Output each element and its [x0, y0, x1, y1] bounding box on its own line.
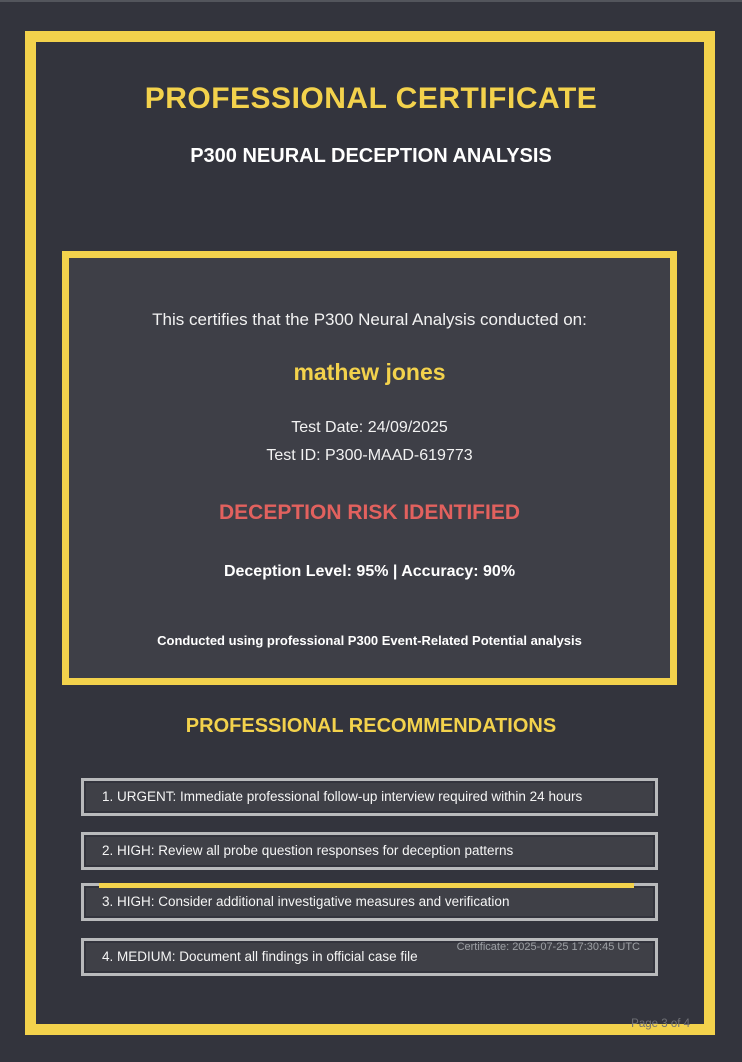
recommendations-heading: PROFESSIONAL RECOMMENDATIONS — [185, 715, 557, 737]
deception-metrics: Deception Level: 95% | Accuracy: 90% — [223, 563, 516, 580]
recommendation-item: 2. HIGH: Review all probe question responses for deception patterns — [81, 832, 658, 870]
certificate-timestamp: Certificate: 2025-07-25 17:30:45 UTC — [456, 941, 640, 953]
recommendation-item: 3. HIGH: Consider additional investigative measures and verification — [81, 883, 658, 921]
page-title: PROFESSIONAL CERTIFICATE — [144, 82, 598, 115]
yellow-accent-strip — [99, 883, 634, 888]
certificate-panel — [62, 251, 677, 685]
page-subtitle: P300 NEURAL DECEPTION ANALYSIS — [190, 145, 552, 167]
test-date: Test Date: 24/09/2025 — [291, 419, 448, 436]
page-indicator: Page 3 of 4 — [631, 1018, 690, 1030]
risk-heading: DECEPTION RISK IDENTIFIED — [218, 501, 521, 524]
recommendation-item: 1. URGENT: Immediate professional follow-up interview required within 24 hours — [81, 778, 658, 816]
method-note: Conducted using professional P300 Event-Related Potential analysis — [157, 633, 582, 648]
recommendation-item: 4. MEDIUM: Document all findings in official case file — [81, 938, 658, 976]
top-divider — [0, 0, 742, 2]
certificate-intro-text: This certifies that the P300 Neural Analysis conducted on: — [152, 310, 587, 329]
test-id: Test ID: P300-MAAD-619773 — [266, 447, 473, 464]
subject-name: mathew jones — [293, 359, 446, 385]
